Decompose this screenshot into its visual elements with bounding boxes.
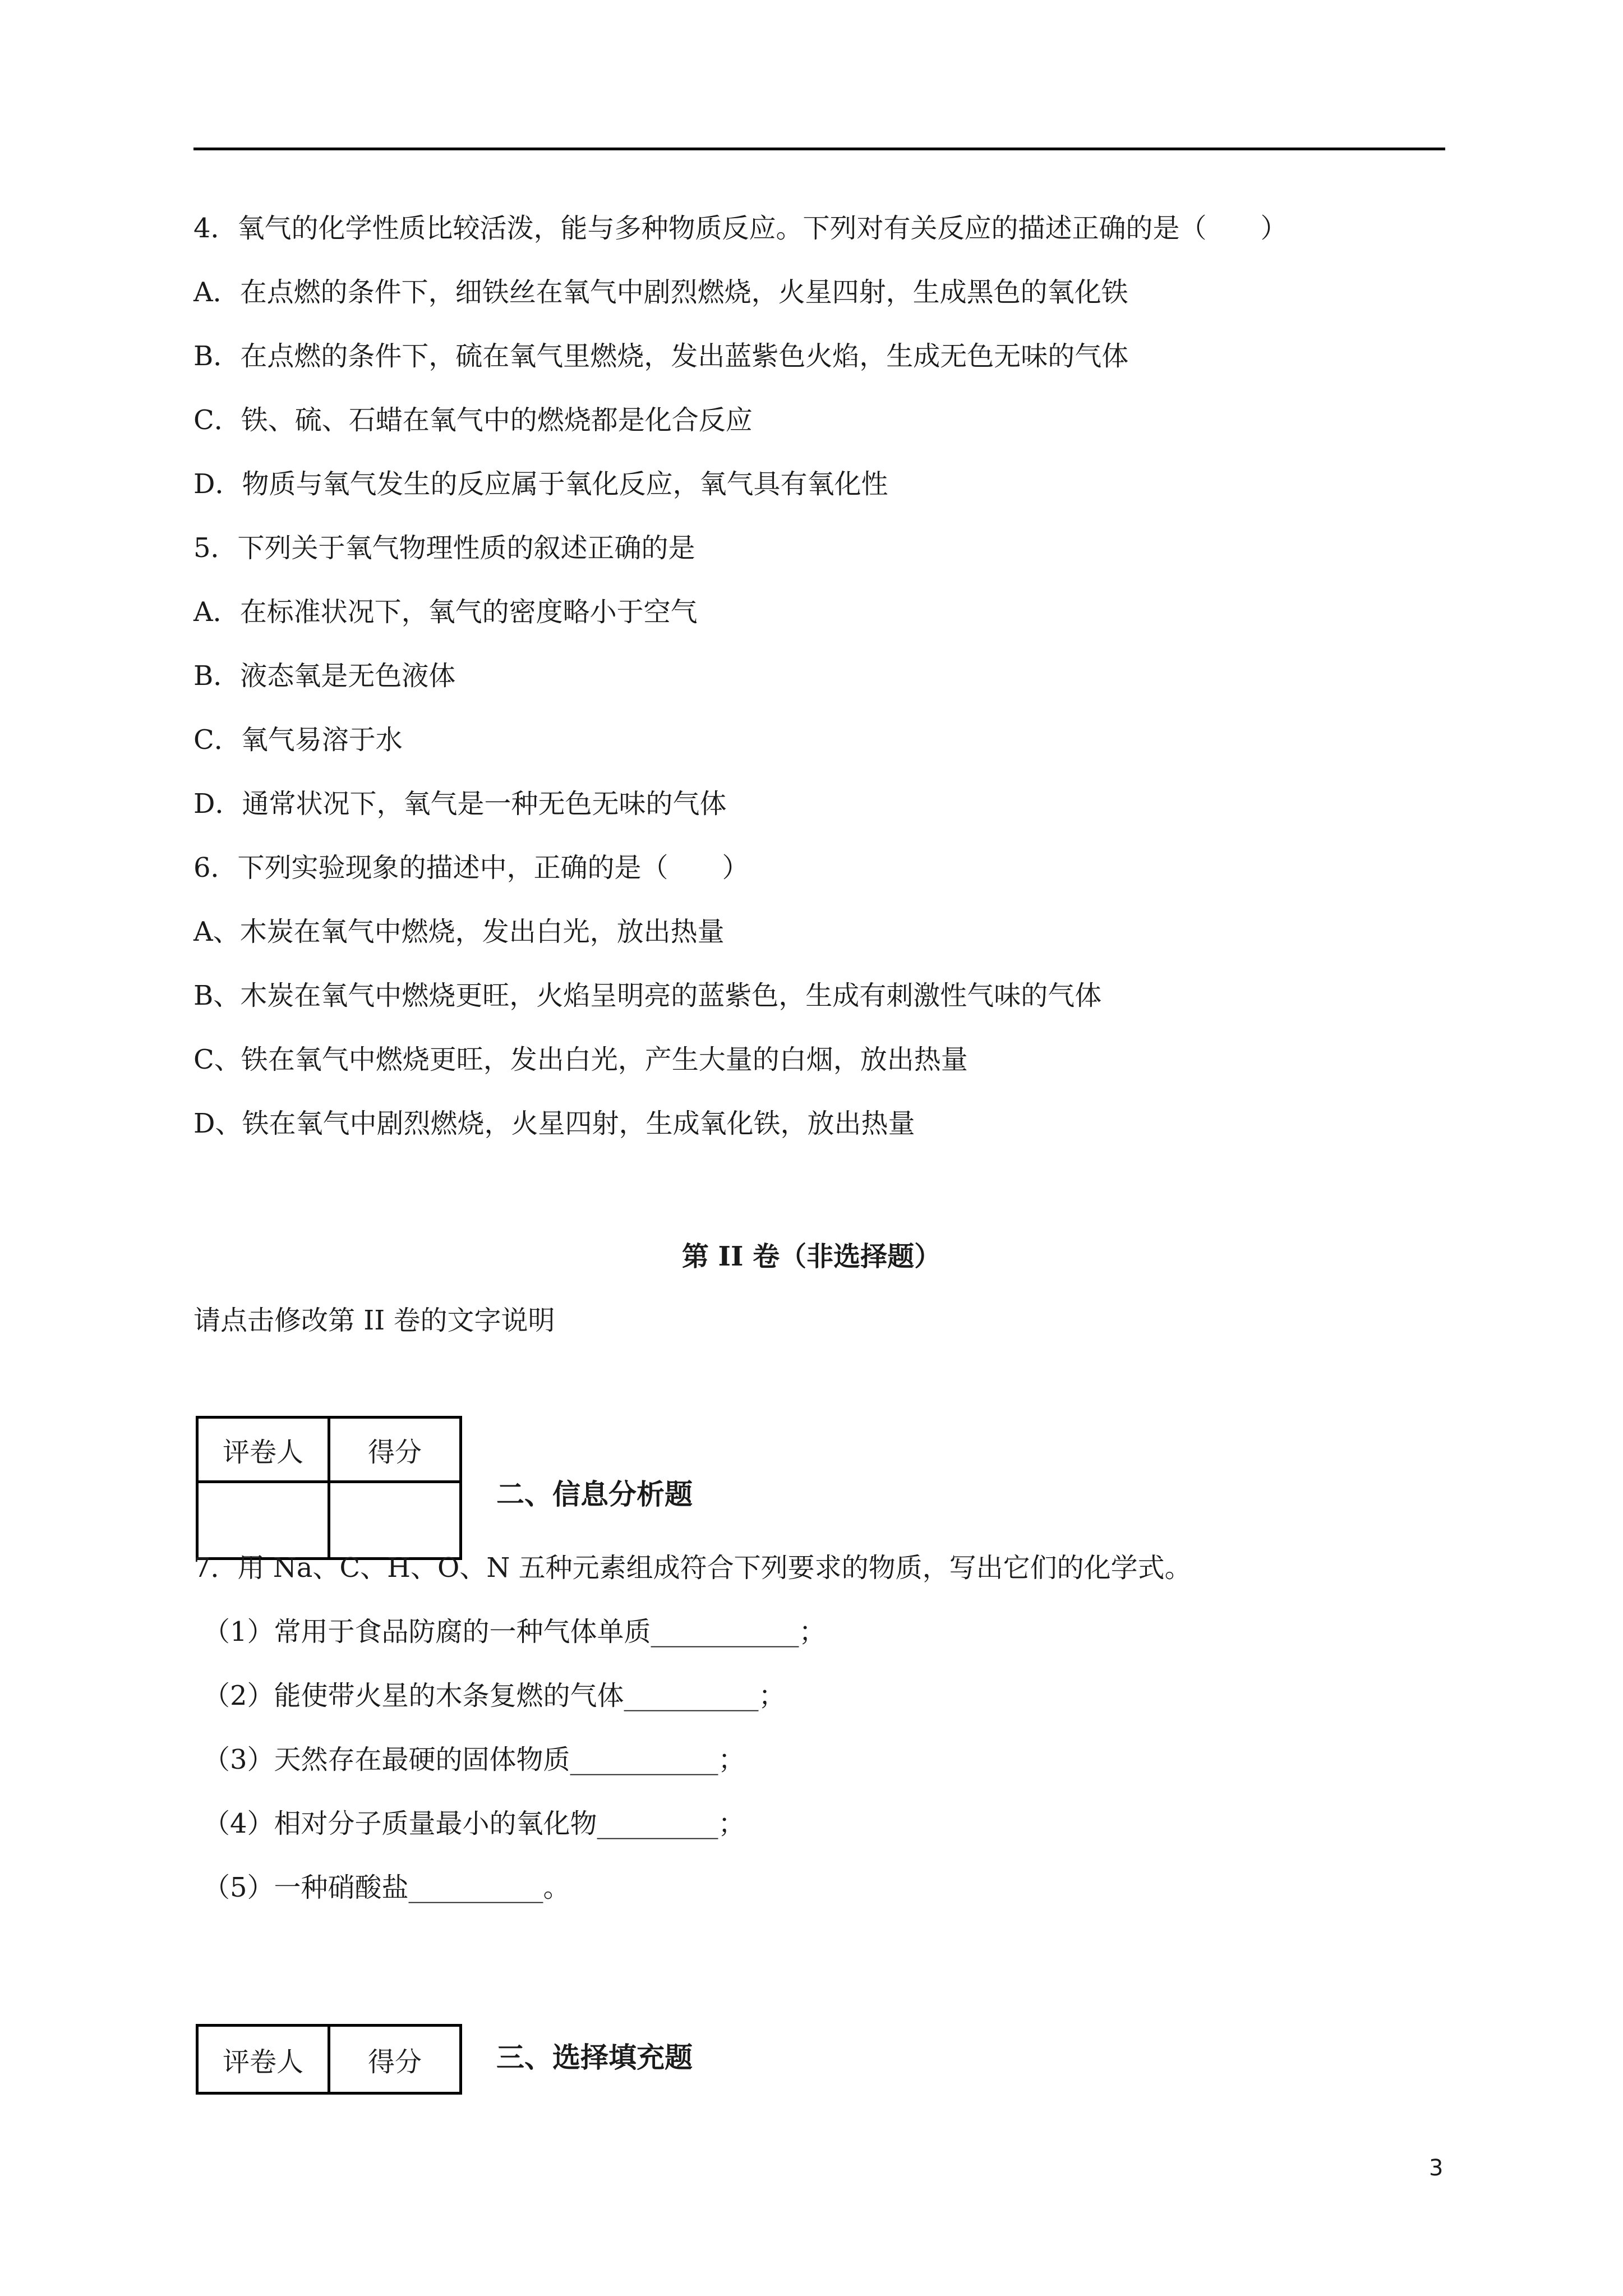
question-4-option-d: D．物质与氧气发生的反应属于氧化反应，氧气具有氧化性 (193, 468, 888, 500)
section-2-heading: 二、信息分析题 (496, 1478, 693, 1511)
question-6-option-b: B、木炭在氧气中燃烧更旺，火焰呈明亮的蓝紫色，生成有刺激性气味的气体 (193, 980, 1102, 1011)
question-6-option-d: D、铁在氧气中剧烈燃烧，火星四射，生成氧化铁，放出热量 (193, 1108, 915, 1139)
header-rule (193, 148, 1445, 150)
question-4-option-b: B．在点燃的条件下，硫在氧气里燃烧，发出蓝紫色火焰，生成无色无味的气体 (193, 341, 1129, 372)
page-number: 3 (1429, 2155, 1444, 2181)
question-7-item-5: （5）一种硝酸盐__________。 (203, 1872, 570, 1903)
score-table-section-2 (196, 1416, 462, 1560)
reviewer-label: 评卷人 (197, 1418, 329, 1482)
question-6-option-a: A、木炭在氧气中燃烧，发出白光，放出热量 (193, 916, 725, 947)
question-5-option-d: D．通常状况下，氧气是一种无色无味的气体 (193, 788, 727, 820)
reviewer-label: 评卷人 (197, 2026, 329, 2093)
score-cell (329, 1482, 461, 1559)
question-5-option-a: A．在标准状况下，氧气的密度略小于空气 (193, 596, 698, 628)
reviewer-cell (197, 1482, 329, 1559)
question-7-item-3: （3）天然存在最硬的固体物质___________； (203, 1744, 745, 1775)
question-4-stem: 4．氧气的化学性质比较活泼，能与多种物质反应。下列对有关反应的描述正确的是（ ） (193, 213, 1288, 244)
question-4-option-a: A．在点燃的条件下，细铁丝在氧气中剧烈燃烧，火星四射，生成黑色的氧化铁 (193, 277, 1128, 308)
question-5-option-c: C．氧气易溶于水 (193, 724, 403, 756)
section-3-heading: 三、选择填充题 (496, 2041, 693, 2074)
question-7-item-2: （2）能使带火星的木条复燃的气体__________； (203, 1680, 786, 1711)
question-7-item-1: （1）常用于食品防腐的一种气体单质___________； (203, 1616, 826, 1648)
question-6-option-c: C、铁在氧气中燃烧更旺，发出白光，产生大量的白烟，放出热量 (193, 1044, 968, 1075)
part-2-note: 请点击修改第 II 卷的文字说明 (193, 1305, 555, 1336)
score-label: 得分 (329, 1418, 461, 1482)
part-2-title: 第 II 卷（非选择题） (681, 1241, 942, 1272)
question-7-stem: 7．用 Na、C、H、O、N 五种元素组成符合下列要求的物质，写出它们的化学式。 (193, 1552, 1192, 1584)
question-6-stem: 6．下列实验现象的描述中，正确的是（ ） (193, 852, 749, 884)
score-label: 得分 (329, 2026, 461, 2093)
question-5-option-b: B．液态氧是无色液体 (193, 660, 456, 692)
question-5-stem: 5．下列关于氧气物理性质的叙述正确的是 (193, 532, 695, 564)
score-table-section-3 (196, 2024, 462, 2095)
question-4-option-c: C．铁、硫、石蜡在氧气中的燃烧都是化合反应 (193, 404, 753, 436)
question-7-item-4: （4）相对分子质量最小的氧化物_________； (203, 1808, 745, 1839)
